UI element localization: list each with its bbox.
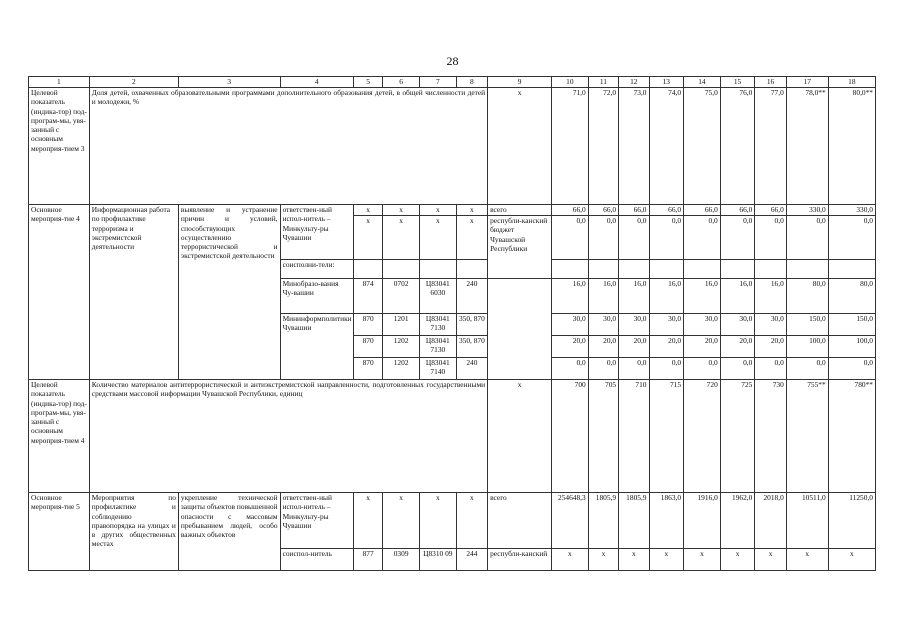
target-text-3: Доля детей, охваченных образовательными программами дополнительного образования детей, в общей численности детей и молодежи, % <box>89 88 487 205</box>
value-cell: x <box>619 549 649 571</box>
value-cell: 20,0 <box>684 336 721 358</box>
value-cell: 150,0 <box>828 314 875 336</box>
value-cell: 78,0** <box>786 88 828 205</box>
code-cell: x <box>456 216 487 260</box>
value-cell: 20,0 <box>755 336 786 358</box>
header-cell: 4 <box>280 77 353 88</box>
value-cell: 80,0 <box>828 279 875 314</box>
value-cell: 0,0 <box>649 216 684 260</box>
code-cell: 0702 <box>383 279 420 314</box>
page-number: 28 <box>446 54 459 68</box>
value-cell: 0,0 <box>786 358 828 380</box>
header-cell: 8 <box>456 77 487 88</box>
code-cell: 874 <box>353 279 382 314</box>
value-cell: 30,0 <box>619 314 649 336</box>
code-cell: x <box>419 493 456 549</box>
value-cell: 66,0 <box>755 205 786 216</box>
code-cell: 877 <box>353 549 382 571</box>
value-cell: 0,0 <box>828 358 875 380</box>
header-cell: 10 <box>552 77 589 88</box>
value-cell: 80,0 <box>786 279 828 314</box>
target-mark-4: x <box>488 380 552 493</box>
event4-exec: ответствен-ный испол-нитель – Минкульту-ры Чувашии <box>280 205 353 260</box>
value-cell: x <box>755 549 786 571</box>
event4-goal: выявление и устранение причин и условий, способствующих осуществлению террористической и экстремистской деятельности <box>178 205 280 380</box>
event5-coexec: соиспол-нитель <box>280 549 353 571</box>
code-cell: 240 <box>456 358 487 380</box>
value-cell: 66,0 <box>552 205 589 216</box>
event5-row-total <box>29 493 876 549</box>
value-cell: 0,0 <box>649 358 684 380</box>
value-cell: 0,0 <box>588 216 618 260</box>
value-cell: 71,0 <box>552 88 589 205</box>
value-cell: 330,0 <box>786 205 828 216</box>
header-cell: 7 <box>419 77 456 88</box>
value-cell: 100,0 <box>828 336 875 358</box>
code-cell: 870 <box>353 336 382 358</box>
value-cell: 0,0 <box>684 216 721 260</box>
target-label-3: Целевой показатель (индика-тор) под-програм-мы, увя-занный с основным мероприя-тием 3 <box>29 88 90 205</box>
header-cell: 17 <box>786 77 828 88</box>
value-cell: 0,0 <box>619 216 649 260</box>
value-cell: 1962,0 <box>720 493 755 549</box>
target-text-4: Количество материалов антитеррористической и антиэкстремистской направленности, подготовленных государственными средствами массовой информации Чувашской Республики, единиц <box>89 380 487 493</box>
header-cell: 13 <box>649 77 684 88</box>
value-cell: 0,0 <box>720 358 755 380</box>
value-cell: 80,0** <box>828 88 875 205</box>
code-cell: x <box>353 493 382 549</box>
value-cell: 1805,9 <box>619 493 649 549</box>
header-cell: 14 <box>684 77 721 88</box>
value-cell: 725 <box>720 380 755 493</box>
code-cell: Ц83041 6030 <box>419 279 456 314</box>
header-cell: 5 <box>353 77 382 88</box>
event4-label: Основное мероприя-тие 4 <box>29 205 90 380</box>
event5-label: Основное мероприя-тие 5 <box>29 493 90 571</box>
value-cell: 30,0 <box>649 314 684 336</box>
value-cell: 755** <box>786 380 828 493</box>
value-cell: 100,0 <box>786 336 828 358</box>
value-cell: 30,0 <box>684 314 721 336</box>
value-cell: 720 <box>684 380 721 493</box>
header-row <box>29 77 876 88</box>
value-cell: 16,0 <box>619 279 649 314</box>
value-cell: 330,0 <box>828 205 875 216</box>
value-cell: 16,0 <box>649 279 684 314</box>
source-cell: всего <box>488 493 552 549</box>
event5-name: Мероприятия по профилактике и соблюдению правопорядка на улицах и в других общественных местах <box>89 493 178 571</box>
budget-table <box>28 76 876 571</box>
value-cell: 74,0 <box>649 88 684 205</box>
header-cell: 1 <box>29 77 90 88</box>
value-cell: 66,0 <box>649 205 684 216</box>
value-cell: 730 <box>755 380 786 493</box>
value-cell: 0,0 <box>828 216 875 260</box>
value-cell: 11250,0 <box>828 493 875 549</box>
code-cell: x <box>456 205 487 216</box>
source-cell: республи-канский бюджет Чувашской Республики <box>488 216 552 279</box>
value-cell: 66,0 <box>588 205 618 216</box>
value-cell: 16,0 <box>552 279 589 314</box>
value-cell: 66,0 <box>720 205 755 216</box>
header-cell: 12 <box>619 77 649 88</box>
value-cell: 0,0 <box>684 358 721 380</box>
event4-name: Информационная работа по профилактике терроризма и экстремистской деятельности <box>89 205 178 380</box>
value-cell: 780** <box>828 380 875 493</box>
value-cell: 30,0 <box>552 314 589 336</box>
header-cell: 16 <box>755 77 786 88</box>
value-cell: 0,0 <box>552 216 589 260</box>
code-cell: x <box>383 205 420 216</box>
value-cell: 66,0 <box>619 205 649 216</box>
code-cell: Ц83041 7140 <box>419 358 456 380</box>
value-cell: 150,0 <box>786 314 828 336</box>
value-cell: 76,0 <box>720 88 755 205</box>
target-row-3 <box>29 88 876 205</box>
code-cell: 240 <box>456 279 487 314</box>
code-cell: Ц83041 7130 <box>419 314 456 336</box>
value-cell: 20,0 <box>588 336 618 358</box>
header-cell: 3 <box>178 77 280 88</box>
value-cell: 715 <box>649 380 684 493</box>
header-cell: 2 <box>89 77 178 88</box>
value-cell: 710 <box>619 380 649 493</box>
code-cell: 870 <box>353 358 382 380</box>
event4-row-total <box>29 205 876 216</box>
target-label-4: Целевой показатель (индика-тор) под-програм-мы, увя-занный с основным мероприя-тием 4 <box>29 380 90 493</box>
value-cell: 20,0 <box>552 336 589 358</box>
code-cell: 350, 870 <box>456 336 487 358</box>
code-cell: Ц83041 7130 <box>419 336 456 358</box>
value-cell: 16,0 <box>755 279 786 314</box>
value-cell: 20,0 <box>649 336 684 358</box>
code-cell: 1202 <box>383 358 420 380</box>
value-cell: 72,0 <box>588 88 618 205</box>
value-cell: 30,0 <box>588 314 618 336</box>
value-cell: 30,0 <box>720 314 755 336</box>
code-cell: x <box>353 205 382 216</box>
header-cell: 18 <box>828 77 875 88</box>
value-cell: 700 <box>552 380 589 493</box>
code-cell: 350, 870 <box>456 314 487 336</box>
event4-coexec: соисполни-тели: <box>280 260 353 279</box>
value-cell: x <box>828 549 875 571</box>
value-cell: 1805,9 <box>588 493 618 549</box>
value-cell: 77,0 <box>755 88 786 205</box>
value-cell: 0,0 <box>720 216 755 260</box>
code-cell: 0309 <box>383 549 420 571</box>
event5-goal: укрепление технической защиты объектов повышенной опасности с массовым пребыванием людей, особо важных объектов <box>178 493 280 571</box>
target-mark-3: x <box>488 88 552 205</box>
value-cell: 16,0 <box>684 279 721 314</box>
value-cell: x <box>684 549 721 571</box>
code-cell: x <box>383 493 420 549</box>
value-cell: 705 <box>588 380 618 493</box>
value-cell: x <box>786 549 828 571</box>
code-cell: x <box>383 216 420 260</box>
value-cell: 0,0 <box>755 216 786 260</box>
event5-exec: ответствен-ный испол-нитель – Минкульту-ры Чувашии <box>280 493 353 549</box>
value-cell: 20,0 <box>619 336 649 358</box>
code-cell: 870 <box>353 314 382 336</box>
value-cell: x <box>552 549 589 571</box>
source-cell: республи-канский <box>488 549 552 571</box>
code-cell: x <box>353 216 382 260</box>
header-cell: 6 <box>383 77 420 88</box>
target-row-4 <box>29 380 876 493</box>
header-cell: 9 <box>488 77 552 88</box>
value-cell: 66,0 <box>684 205 721 216</box>
value-cell: 0,0 <box>755 358 786 380</box>
value-cell: x <box>588 549 618 571</box>
value-cell: 0,0 <box>552 358 589 380</box>
value-cell: 10511,0 <box>786 493 828 549</box>
header-cell: 15 <box>720 77 755 88</box>
value-cell: 2018,0 <box>755 493 786 549</box>
code-cell: 244 <box>456 549 487 571</box>
value-cell: 0,0 <box>786 216 828 260</box>
value-cell: 16,0 <box>720 279 755 314</box>
code-cell: x <box>419 205 456 216</box>
value-cell: x <box>720 549 755 571</box>
code-cell: Ц8310 09 <box>419 549 456 571</box>
event4-mininf: Мининформполитики Чувашии <box>280 314 353 380</box>
value-cell: 16,0 <box>588 279 618 314</box>
value-cell: 0,0 <box>588 358 618 380</box>
code-cell: 1202 <box>383 336 420 358</box>
value-cell: 73,0 <box>619 88 649 205</box>
value-cell: 1916,0 <box>684 493 721 549</box>
event4-minobr: Минобразо-вания Чу-вашии <box>280 279 353 314</box>
code-cell: x <box>456 493 487 549</box>
value-cell: x <box>649 549 684 571</box>
value-cell: 0,0 <box>619 358 649 380</box>
value-cell: 20,0 <box>720 336 755 358</box>
value-cell: 1863,0 <box>649 493 684 549</box>
code-cell: x <box>419 216 456 260</box>
header-cell: 11 <box>588 77 618 88</box>
value-cell: 30,0 <box>755 314 786 336</box>
source-cell: всего <box>488 205 552 216</box>
value-cell: 75,0 <box>684 88 721 205</box>
value-cell: 254648,3 <box>552 493 589 549</box>
code-cell: 1201 <box>383 314 420 336</box>
